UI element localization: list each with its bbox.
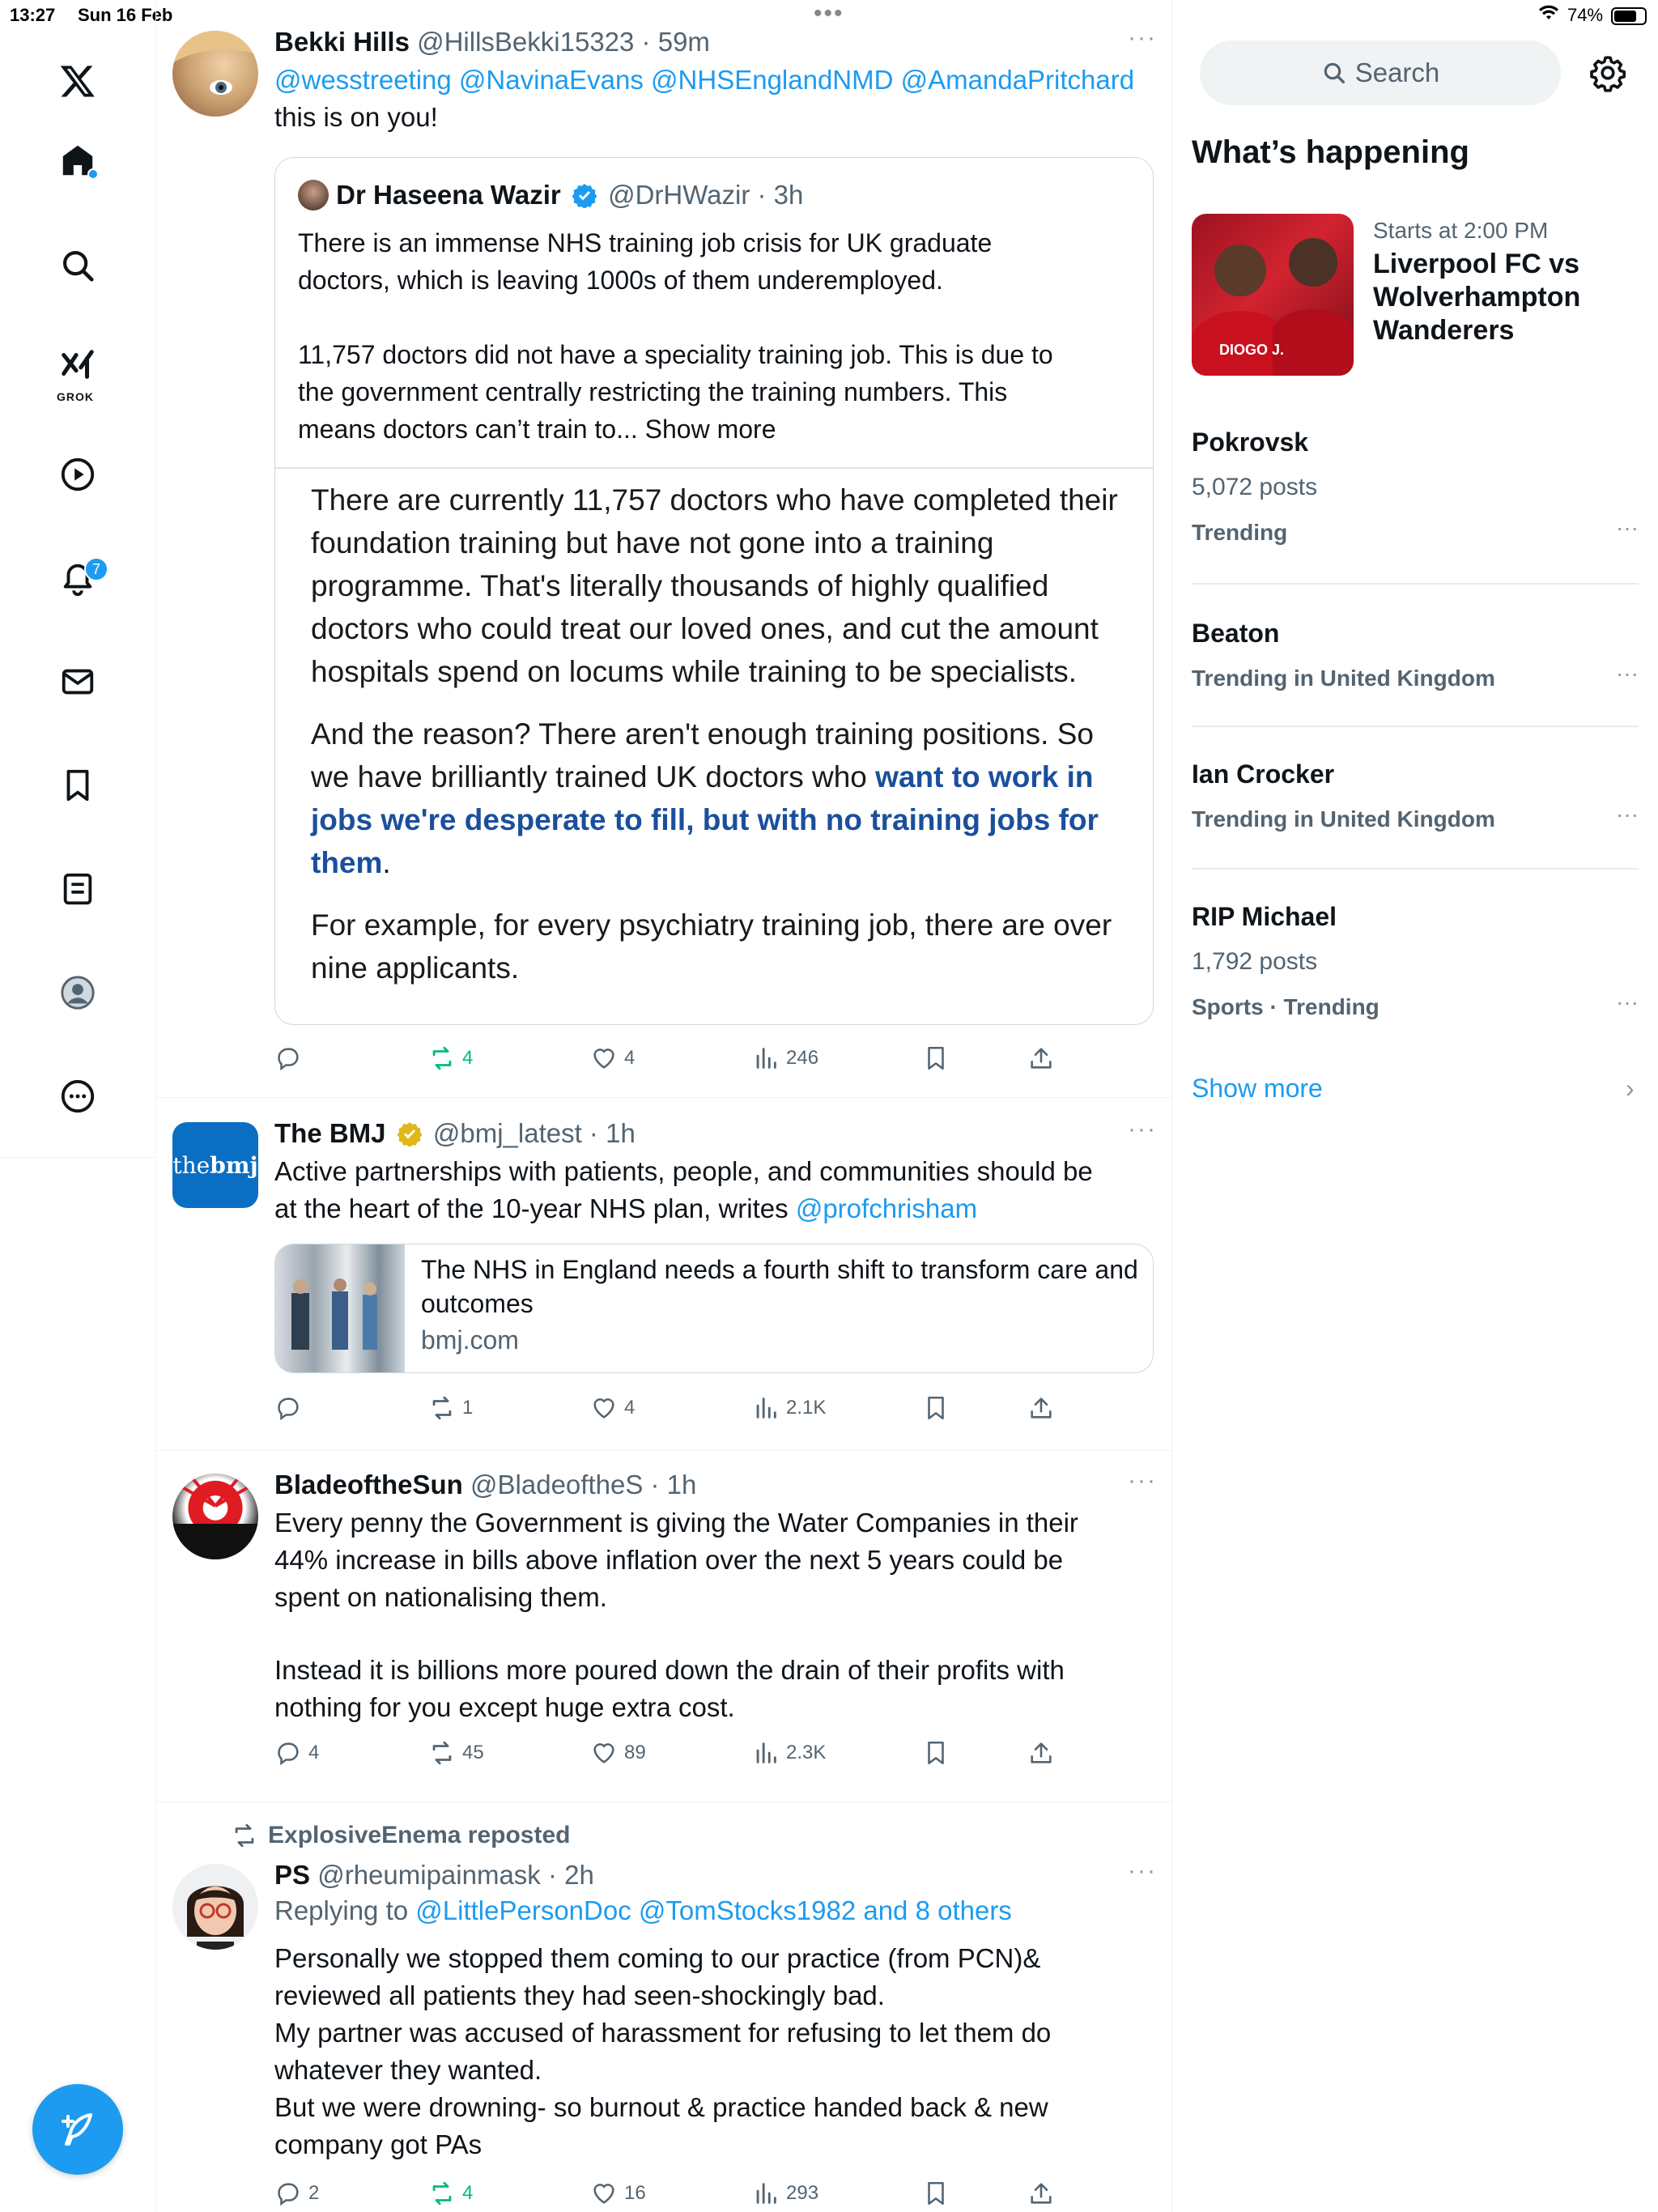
- bookmarks-icon[interactable]: [52, 759, 104, 811]
- bookmark-button[interactable]: [922, 1394, 950, 1422]
- trend-name: Ian Crocker: [1192, 759, 1335, 789]
- x-logo-icon[interactable]: [52, 55, 104, 107]
- trend-item[interactable]: [1192, 615, 1639, 696]
- quoted-time: 3h: [773, 180, 804, 210]
- divider: [275, 467, 1154, 469]
- tweet[interactable]: [156, 0, 1173, 1098]
- tweet-text-line: My partner was accused of harassment for refusing to let them do: [274, 2018, 1052, 2048]
- repost-icon: [428, 1044, 456, 1072]
- event-time: Starts at 2:00 PM: [1373, 218, 1549, 243]
- analytics-icon: [752, 1394, 780, 1422]
- author-name[interactable]: PS: [274, 1860, 311, 1890]
- timeline: [155, 0, 1172, 2212]
- share-icon: [1027, 1394, 1055, 1422]
- heart-icon: [590, 2180, 618, 2207]
- trend-name: Beaton: [1192, 619, 1280, 648]
- grok-label: GROK: [57, 390, 94, 403]
- trend-item[interactable]: [1192, 899, 1639, 1025]
- heart-icon: [590, 1739, 618, 1767]
- battery-percent: 74%: [1567, 5, 1604, 25]
- tweet-text-line: Active partnerships with patients, people, and communities should be: [274, 1156, 1093, 1186]
- tweet-text-line: Instead it is billions more poured down the drain of their profits with: [274, 1655, 1065, 1685]
- link-card[interactable]: [274, 1244, 1154, 1373]
- search-input[interactable]: [1200, 40, 1561, 105]
- grok-icon[interactable]: [52, 338, 104, 390]
- tweet-text-line: spent on nationalising them.: [274, 1582, 607, 1612]
- image-paragraph: For example, for every psychiatry training job, there are over nine applicants.: [311, 908, 1112, 985]
- bookmark-icon: [922, 1739, 950, 1767]
- like-button[interactable]: 4: [590, 1394, 635, 1422]
- heart-icon: [590, 1394, 618, 1422]
- post-time[interactable]: 1h: [666, 1470, 697, 1499]
- tweet[interactable]: [156, 1451, 1173, 1802]
- views-button[interactable]: 2.3K: [752, 1739, 826, 1767]
- verified-badge-icon: [572, 182, 597, 208]
- tweet-text-line: 44% increase in bills above inflation over the next 5 years could be: [274, 1545, 1064, 1575]
- reply-button[interactable]: [274, 1044, 308, 1072]
- reply-button[interactable]: 4: [274, 1739, 319, 1767]
- search-icon[interactable]: [52, 240, 104, 291]
- trend-item[interactable]: [1192, 424, 1639, 551]
- notifications-badge: 7: [84, 557, 108, 581]
- author-handle[interactable]: @bmj_latest: [432, 1118, 582, 1148]
- search-placeholder: Search: [1354, 57, 1440, 87]
- author-name[interactable]: The BMJ: [274, 1118, 386, 1148]
- status-time: 13:27: [10, 5, 56, 25]
- trend-post-count: 1,792 posts: [1192, 948, 1318, 975]
- link-card-image: [275, 1244, 405, 1373]
- trend-category: Trending in United Kingdom: [1192, 806, 1495, 832]
- divider: [1192, 583, 1639, 585]
- tweet-header: Bekki Hills @HillsBekki15323 · 59m: [274, 27, 710, 57]
- more-menu-icon[interactable]: ···: [1128, 1857, 1157, 1884]
- trend-item[interactable]: [1192, 756, 1639, 837]
- status-date: Sun 16 Feb: [78, 5, 173, 25]
- author-name[interactable]: Bekki Hills: [274, 27, 410, 57]
- reply-button[interactable]: [274, 1394, 308, 1422]
- quoted-avatar[interactable]: [298, 180, 329, 211]
- avatar[interactable]: [172, 1864, 258, 1950]
- bookmark-button[interactable]: [922, 1739, 950, 1767]
- search-icon: [1321, 60, 1347, 86]
- shirt-text: DIOGO J.: [1219, 342, 1285, 358]
- share-button[interactable]: [1027, 2180, 1055, 2207]
- more-menu-icon[interactable]: ···: [1128, 1467, 1157, 1494]
- bookmark-icon: [922, 1394, 950, 1422]
- repost-button[interactable]: 1: [428, 1394, 473, 1422]
- bookmark-icon: [922, 2180, 950, 2207]
- share-icon: [1027, 1739, 1055, 1767]
- reply-icon: [274, 2180, 302, 2207]
- trend-post-count: 5,072 posts: [1192, 474, 1318, 500]
- tweet-text-line: whatever they wanted.: [274, 2055, 542, 2085]
- tweet-text-line: Every penny the Government is giving the Water Companies in their: [274, 1508, 1078, 1538]
- bookmark-icon: [922, 1044, 950, 1072]
- tweet-text-line: reviewed all patients they had seen-shockingly bad.: [274, 1980, 885, 2010]
- mention-link[interactable]: @profchrisham: [795, 1193, 978, 1223]
- avatar[interactable]: [172, 31, 258, 117]
- multitasking-dots-icon[interactable]: •••: [814, 0, 844, 27]
- tweet-text-line: nothing for you except huge extra cost.: [274, 1692, 735, 1722]
- tweet-header: PS @rheumipainmask · 2h: [274, 1860, 594, 1890]
- heart-icon: [590, 1044, 618, 1072]
- author-handle[interactable]: @BladeoftheS: [470, 1470, 644, 1499]
- mention-links[interactable]: @wesstreeting @NavinaEvans @NHSEnglandNMD @AmandaPritchard: [274, 65, 1135, 95]
- author-name[interactable]: BladeoftheSun: [274, 1470, 463, 1499]
- trend-name: RIP Michael: [1192, 902, 1337, 931]
- like-button[interactable]: 16: [590, 2180, 646, 2207]
- lists-icon[interactable]: [52, 863, 104, 915]
- tweet[interactable]: [156, 1802, 1173, 2212]
- trend-more-icon[interactable]: ···: [1616, 989, 1639, 1015]
- tweet-text: [274, 1504, 1154, 1726]
- reply-icon: [274, 1394, 302, 1422]
- post-time[interactable]: 2h: [564, 1860, 594, 1890]
- tweet-actions: [274, 1044, 1100, 1077]
- avatar[interactable]: the bmj: [172, 1122, 258, 1208]
- tweet-actions: [274, 2180, 1100, 2212]
- tweet-header: The BMJ @bmj_latest · 1h: [274, 1118, 636, 1148]
- tweet-text: [274, 62, 1154, 136]
- analytics-icon: [752, 1044, 780, 1072]
- tweet[interactable]: [156, 1098, 1173, 1451]
- show-more-link[interactable]: Show more: [1192, 1074, 1323, 1103]
- tweet-text: [274, 1940, 1154, 2163]
- share-icon: [1027, 2180, 1055, 2207]
- share-button[interactable]: [1027, 1739, 1055, 1767]
- analytics-icon: [752, 1739, 780, 1767]
- reply-button[interactable]: 2: [274, 2180, 319, 2207]
- bookmark-button[interactable]: [922, 2180, 950, 2207]
- replying-to-links[interactable]: @LittlePersonDoc @TomStocks1982 and 8 others: [415, 1895, 1012, 1925]
- image-link-text: want to work in jobs we're desperate to fill, but with no training jobs for them: [311, 760, 1099, 879]
- more-options-icon[interactable]: [52, 1070, 104, 1122]
- post-time[interactable]: 59m: [657, 27, 710, 57]
- quoted-text-line: 11,757 doctors did not have a speciality training job. This is due to: [298, 340, 1053, 369]
- repost-button[interactable]: 4: [428, 2180, 473, 2207]
- tweet-text-line: But we were drowning- so burnout & practice handed back & new: [274, 2092, 1048, 2122]
- repost-icon: [428, 1394, 456, 1422]
- trend-category: Trending: [1192, 520, 1288, 545]
- repost-icon: [231, 1822, 258, 1849]
- event-title: Liverpool FC vs Wolverhampton Wanderers: [1373, 249, 1581, 346]
- tweet-text-line: Personally we stopped them coming to our practice (from PCN)&: [274, 1943, 1041, 1973]
- repost-context: [231, 1822, 570, 1849]
- quoted-text: [298, 224, 1132, 448]
- link-card-title: The NHS in England needs a fourth shift to transform care and outcomes: [421, 1255, 1138, 1318]
- views-button[interactable]: 2.1K: [752, 1394, 826, 1422]
- quoted-text-line: There is an immense NHS training job crisis for UK graduate: [298, 228, 993, 257]
- replying-to: Replying to @LittlePersonDoc @TomStocks1982 and 8 others: [274, 1895, 1012, 1925]
- event-card[interactable]: [1192, 214, 1639, 376]
- trend-category: Sports · Trending: [1192, 994, 1380, 1019]
- quoted-tweet[interactable]: [274, 157, 1154, 1025]
- repost-label[interactable]: ExplosiveEnema reposted: [268, 1822, 571, 1848]
- home-unread-dot: [87, 168, 99, 180]
- verified-gold-badge-icon: [397, 1121, 423, 1146]
- trend-name: Pokrovsk: [1192, 428, 1309, 457]
- views-button[interactable]: 246: [752, 1044, 818, 1072]
- tweet-header: BladeoftheSun @BladeoftheS · 1h: [274, 1470, 697, 1499]
- messages-envelope-icon[interactable]: [52, 656, 104, 708]
- repost-icon: [428, 1739, 456, 1767]
- post-time[interactable]: 1h: [606, 1118, 636, 1148]
- trend-more-icon[interactable]: ···: [1616, 802, 1639, 827]
- video-play-icon[interactable]: [52, 449, 104, 500]
- settings-gear-icon[interactable]: [1588, 53, 1627, 92]
- quoted-text-line: the government centrally restricting the training numbers. This: [298, 377, 1008, 406]
- link-card-domain: bmj.com: [421, 1325, 519, 1355]
- quoted-text-line: doctors, which is leaving 1000s of them underemployed.: [298, 266, 943, 295]
- tweet-text: Active partnerships with patients, people, and communities should be at the heart of the 10-year NHS plan, writes @profchrisham: [274, 1153, 1154, 1227]
- reply-icon: [274, 1739, 302, 1767]
- right-sidebar: [1172, 0, 1658, 2212]
- author-handle[interactable]: @HillsBekki15323: [417, 27, 635, 57]
- quoted-image-text: [311, 479, 1129, 989]
- views-button[interactable]: 293: [752, 2180, 818, 2207]
- author-handle[interactable]: @rheumipainmask: [317, 1860, 541, 1890]
- share-button[interactable]: [1027, 1044, 1055, 1072]
- repost-icon: [428, 2180, 456, 2207]
- tweet-text-line: this is on you!: [274, 102, 438, 132]
- divider: [1192, 868, 1639, 870]
- compose-post-button[interactable]: [32, 2084, 123, 2175]
- avatar[interactable]: [172, 1474, 258, 1559]
- quoted-handle[interactable]: @DrHWazir: [608, 180, 750, 210]
- quoted-header: Dr Haseena Wazir @DrHWazir · 3h: [298, 177, 803, 213]
- image-paragraph: There are currently 11,757 doctors who have completed their foundation training but have not gone into a training programme. That's literally thousands of highly qualified doctors who could treat our loved ones, and cut the amount hospitals spend on locums while training to be specialists.: [311, 483, 1118, 688]
- analytics-icon: [752, 2180, 780, 2207]
- trend-more-icon[interactable]: ···: [1616, 661, 1639, 686]
- share-button[interactable]: [1027, 1394, 1055, 1422]
- tweet-text-line: company got PAs: [274, 2129, 483, 2159]
- image-paragraph: And the reason? There aren't enough training positions. So we have brilliantly trained UK doctors who want to work in jobs we're desperate to fill, but with no training jobs for them.: [311, 717, 1099, 879]
- tweet-actions: [274, 1394, 1100, 1427]
- divider: [1192, 725, 1639, 727]
- event-image: [1192, 214, 1354, 376]
- like-button[interactable]: 89: [590, 1739, 646, 1767]
- share-icon: [1027, 1044, 1055, 1072]
- repost-button[interactable]: 4: [428, 1044, 473, 1072]
- whats-happening-title: What’s happening: [1192, 134, 1469, 170]
- quoted-text-line[interactable]: means doctors can’t train to... Show more: [298, 415, 776, 444]
- like-button[interactable]: 4: [590, 1044, 635, 1072]
- chevron-right-icon[interactable]: ›: [1626, 1074, 1635, 1103]
- bookmark-button[interactable]: [922, 1044, 950, 1072]
- left-navigation: [0, 32, 155, 1158]
- trend-more-icon[interactable]: ···: [1616, 515, 1639, 540]
- trend-category: Trending in United Kingdom: [1192, 666, 1495, 691]
- reply-icon: [274, 1044, 302, 1072]
- compose-feather-icon: [58, 2110, 97, 2149]
- quoted-author-name[interactable]: Dr Haseena Wazir: [336, 180, 561, 210]
- profile-icon[interactable]: [52, 967, 104, 1019]
- tweet-actions: [274, 1739, 1100, 1772]
- repost-button[interactable]: 45: [428, 1739, 484, 1767]
- more-menu-icon[interactable]: ···: [1128, 24, 1157, 51]
- more-menu-icon[interactable]: ···: [1128, 1116, 1157, 1142]
